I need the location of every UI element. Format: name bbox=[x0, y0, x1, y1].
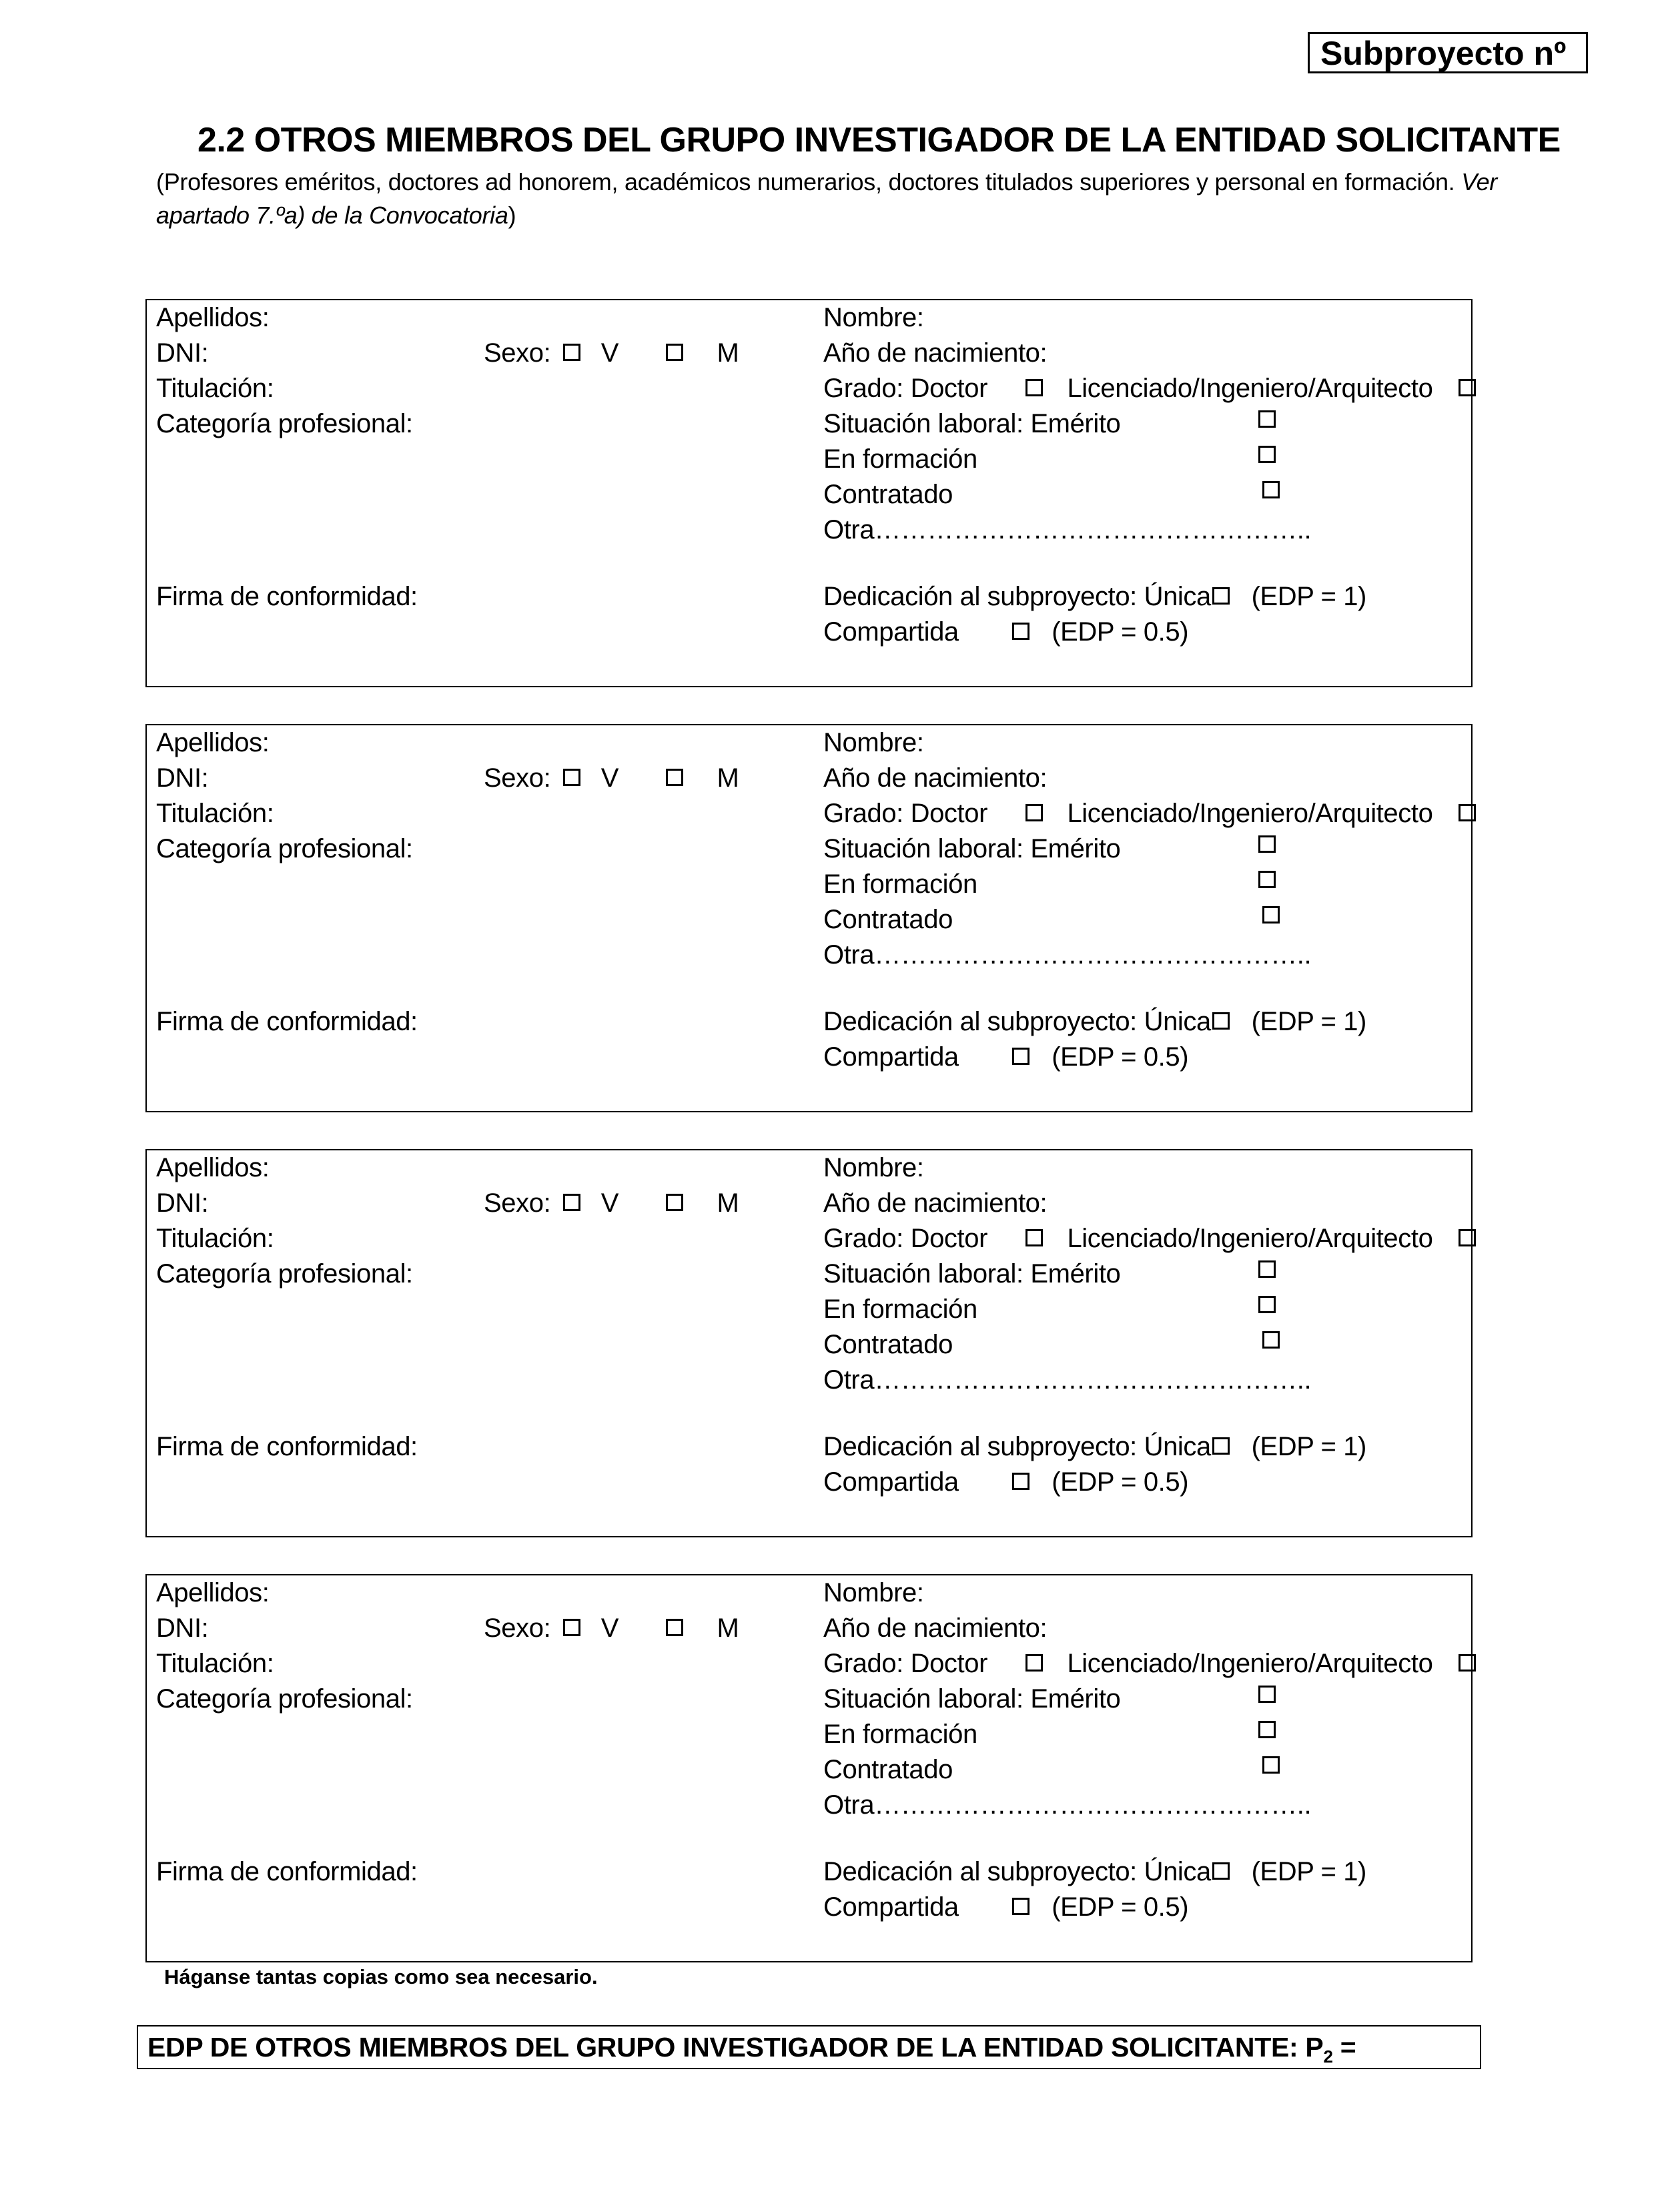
firma-label: Firma de conformidad: bbox=[156, 1432, 418, 1461]
categoria-label: Categoría profesional: bbox=[156, 1684, 413, 1714]
grado-doctor-checkbox[interactable] bbox=[1025, 804, 1043, 821]
emerito-checkbox[interactable] bbox=[1258, 410, 1276, 428]
grado-group bbox=[823, 1222, 1476, 1254]
dni-field[interactable] bbox=[156, 1187, 208, 1219]
titulacion-label: Titulación: bbox=[156, 799, 274, 828]
dedicacion-unica-label: Dedicación al subproyecto: Única bbox=[823, 1432, 1211, 1461]
sexo-v-label: V bbox=[600, 1613, 619, 1643]
otra-label: Otra………………………………………….. bbox=[823, 1790, 1312, 1820]
sexo-m-label: M bbox=[717, 1188, 739, 1218]
compartida-row bbox=[823, 1041, 1188, 1073]
grado-licenciado-label: Licenciado/Ingeniero/Arquitecto bbox=[1067, 1649, 1433, 1678]
member-form-block bbox=[145, 1574, 1473, 1962]
compartida-checkbox[interactable] bbox=[1012, 623, 1029, 640]
otra-field[interactable] bbox=[823, 1364, 1311, 1396]
member-form-block bbox=[145, 299, 1473, 687]
nombre-label: Nombre: bbox=[823, 1578, 924, 1607]
otra-label: Otra………………………………………….. bbox=[823, 940, 1312, 970]
sexo-label: Sexo: bbox=[484, 1188, 551, 1218]
member-form-block bbox=[145, 724, 1473, 1112]
grado-group bbox=[823, 1647, 1476, 1680]
categoria-field[interactable] bbox=[156, 408, 413, 440]
dni-field[interactable] bbox=[156, 337, 208, 369]
ano-nacimiento-field[interactable] bbox=[823, 1612, 1047, 1644]
edp-1-label: (EDP = 1) bbox=[1251, 582, 1366, 611]
en-formacion-label: En formación bbox=[823, 444, 977, 474]
firma-label: Firma de conformidad: bbox=[156, 582, 418, 611]
compartida-label: Compartida bbox=[823, 1042, 959, 1072]
section-intro bbox=[156, 165, 1497, 232]
categoria-field[interactable] bbox=[156, 1258, 413, 1290]
firma-field[interactable] bbox=[156, 1006, 418, 1038]
dedicacion-unica-checkbox[interactable] bbox=[1212, 1862, 1230, 1880]
grado-doctor-label: Grado: Doctor bbox=[823, 1224, 988, 1253]
en-formacion-checkbox[interactable] bbox=[1258, 1296, 1276, 1313]
grado-licenciado-checkbox[interactable] bbox=[1459, 804, 1476, 821]
dedicacion-unica-label: Dedicación al subproyecto: Única bbox=[823, 1007, 1211, 1036]
dedicacion-row bbox=[823, 1856, 1366, 1888]
compartida-label: Compartida bbox=[823, 617, 959, 647]
contratado-label: Contratado bbox=[823, 905, 953, 934]
compartida-row bbox=[823, 616, 1188, 648]
contratado-label: Contratado bbox=[823, 1755, 953, 1784]
contratado-label: Contratado bbox=[823, 480, 953, 509]
grado-licenciado-label: Licenciado/Ingeniero/Arquitecto bbox=[1067, 799, 1433, 828]
edp-05-label: (EDP = 0.5) bbox=[1052, 1892, 1189, 1922]
titulacion-field[interactable] bbox=[156, 1222, 274, 1254]
sexo-v-label: V bbox=[600, 338, 619, 368]
sexo-v-checkbox[interactable] bbox=[563, 769, 580, 786]
sexo-m-label: M bbox=[717, 1613, 739, 1643]
ano-nacimiento-label: Año de nacimiento: bbox=[823, 1613, 1048, 1643]
dedicacion-unica-checkbox[interactable] bbox=[1212, 587, 1230, 605]
sexo-group bbox=[484, 762, 739, 794]
intro-close: ) bbox=[508, 202, 516, 229]
sexo-group bbox=[484, 1612, 739, 1644]
sexo-label: Sexo: bbox=[484, 1613, 551, 1643]
apellidos-field[interactable] bbox=[156, 727, 269, 759]
nombre-label: Nombre: bbox=[823, 728, 924, 757]
en-formacion-label: En formación bbox=[823, 869, 977, 899]
otra-field[interactable] bbox=[823, 514, 1311, 546]
nombre-field[interactable] bbox=[823, 302, 924, 334]
categoria-label: Categoría profesional: bbox=[156, 834, 413, 863]
dni-label: DNI: bbox=[156, 763, 209, 793]
emerito-checkbox[interactable] bbox=[1258, 1260, 1276, 1278]
sexo-v-label: V bbox=[600, 1188, 619, 1218]
situacion-emerito-label: Situación laboral: Emérito bbox=[823, 834, 1121, 863]
situacion-emerito-label: Situación laboral: Emérito bbox=[823, 1684, 1121, 1714]
contratado-label: Contratado bbox=[823, 1330, 953, 1359]
en-formacion-row bbox=[823, 1293, 977, 1325]
dedicacion-row bbox=[823, 581, 1366, 613]
edp-1-label: (EDP = 1) bbox=[1251, 1007, 1366, 1036]
categoria-field[interactable] bbox=[156, 1683, 413, 1715]
titulacion-label: Titulación: bbox=[156, 1224, 274, 1253]
dedicacion-unica-checkbox[interactable] bbox=[1212, 1437, 1230, 1455]
categoria-label: Categoría profesional: bbox=[156, 1259, 413, 1288]
sexo-group bbox=[484, 1187, 739, 1219]
compartida-label: Compartida bbox=[823, 1892, 959, 1922]
nombre-field[interactable] bbox=[823, 1152, 924, 1184]
dni-label: DNI: bbox=[156, 1188, 209, 1218]
otra-field[interactable] bbox=[823, 1789, 1311, 1821]
emerito-checkbox[interactable] bbox=[1258, 835, 1276, 853]
ano-nacimiento-label: Año de nacimiento: bbox=[823, 763, 1048, 793]
edp-05-label: (EDP = 0.5) bbox=[1052, 1467, 1189, 1497]
apellidos-field[interactable] bbox=[156, 1577, 269, 1609]
sexo-m-label: M bbox=[717, 763, 739, 793]
subproject-label: Subproyecto nº bbox=[1320, 35, 1567, 72]
ano-nacimiento-label: Año de nacimiento: bbox=[823, 338, 1048, 368]
sexo-m-checkbox[interactable] bbox=[666, 344, 683, 361]
emerito-checkbox[interactable] bbox=[1258, 1686, 1276, 1703]
sexo-v-checkbox[interactable] bbox=[563, 1619, 580, 1636]
sexo-v-label: V bbox=[600, 763, 619, 793]
titulacion-field[interactable] bbox=[156, 797, 274, 829]
compartida-checkbox[interactable] bbox=[1012, 1898, 1029, 1915]
apellidos-label: Apellidos: bbox=[156, 728, 270, 757]
section-title: 2.2 OTROS MIEMBROS DEL GRUPO INVESTIGADOR DE LA ENTIDAD SOLICITANTE bbox=[197, 121, 1561, 159]
contratado-row bbox=[823, 1329, 953, 1361]
apellidos-field[interactable] bbox=[156, 302, 269, 334]
sexo-m-label: M bbox=[717, 338, 739, 368]
contratado-checkbox[interactable] bbox=[1262, 1756, 1280, 1774]
situacion-emerito-row bbox=[823, 1683, 1120, 1715]
otra-field[interactable] bbox=[823, 939, 1311, 971]
compartida-row bbox=[823, 1466, 1188, 1498]
nombre-field[interactable] bbox=[823, 1577, 924, 1609]
edp-total-box[interactable] bbox=[137, 2025, 1481, 2069]
nombre-label: Nombre: bbox=[823, 303, 924, 332]
grado-licenciado-checkbox[interactable] bbox=[1459, 1229, 1476, 1246]
intro-text: (Profesores eméritos, doctores ad honorem, académicos numerarios, doctores titulados superiores y personal en formación. bbox=[156, 168, 1455, 196]
firma-field[interactable] bbox=[156, 581, 418, 613]
titulacion-field[interactable] bbox=[156, 1647, 274, 1680]
firma-label: Firma de conformidad: bbox=[156, 1857, 418, 1886]
grado-licenciado-checkbox[interactable] bbox=[1459, 1654, 1476, 1672]
ano-nacimiento-field[interactable] bbox=[823, 762, 1047, 794]
situacion-emerito-row bbox=[823, 1258, 1120, 1290]
en-formacion-label: En formación bbox=[823, 1720, 977, 1749]
edp-1-label: (EDP = 1) bbox=[1251, 1857, 1366, 1886]
ano-nacimiento-label: Año de nacimiento: bbox=[823, 1188, 1048, 1218]
edp-total-equals: = bbox=[1332, 2032, 1356, 2063]
grado-licenciado-label: Licenciado/Ingeniero/Arquitecto bbox=[1067, 374, 1433, 403]
subproject-number-box[interactable] bbox=[1308, 32, 1588, 73]
firma-label: Firma de conformidad: bbox=[156, 1007, 418, 1036]
sexo-label: Sexo: bbox=[484, 338, 551, 368]
nombre-label: Nombre: bbox=[823, 1153, 924, 1182]
situacion-emerito-label: Situación laboral: Emérito bbox=[823, 1259, 1121, 1288]
compartida-checkbox[interactable] bbox=[1012, 1473, 1029, 1490]
edp-total-label: EDP DE OTROS MIEMBROS DEL GRUPO INVESTIGADOR DE LA ENTIDAD SOLICITANTE: P bbox=[147, 2032, 1324, 2063]
apellidos-label: Apellidos: bbox=[156, 1578, 270, 1607]
sexo-m-checkbox[interactable] bbox=[666, 769, 683, 786]
titulacion-label: Titulación: bbox=[156, 374, 274, 403]
en-formacion-label: En formación bbox=[823, 1295, 977, 1324]
categoria-label: Categoría profesional: bbox=[156, 409, 413, 438]
edp-total-subscript: 2 bbox=[1323, 2047, 1333, 2067]
en-formacion-checkbox[interactable] bbox=[1258, 871, 1276, 888]
dedicacion-row bbox=[823, 1006, 1366, 1038]
sexo-group bbox=[484, 337, 739, 369]
edp-05-label: (EDP = 0.5) bbox=[1052, 1042, 1189, 1072]
compartida-row bbox=[823, 1891, 1188, 1923]
grado-doctor-checkbox[interactable] bbox=[1025, 1654, 1043, 1672]
dni-field[interactable] bbox=[156, 762, 208, 794]
apellidos-field[interactable] bbox=[156, 1152, 269, 1184]
copies-note: Háganse tantas copias como sea necesario. bbox=[164, 1965, 598, 1988]
situacion-emerito-row bbox=[823, 833, 1120, 865]
dedicacion-row bbox=[823, 1431, 1366, 1463]
edp-05-label: (EDP = 0.5) bbox=[1052, 617, 1189, 647]
dedicacion-unica-label: Dedicación al subproyecto: Única bbox=[823, 1857, 1211, 1886]
grado-doctor-label: Grado: Doctor bbox=[823, 799, 988, 828]
otra-label: Otra………………………………………….. bbox=[823, 515, 1312, 544]
intro-italic: Ver apartado 7.ºa) de la Convocatoria bbox=[156, 168, 1497, 229]
dni-label: DNI: bbox=[156, 338, 209, 368]
en-formacion-checkbox[interactable] bbox=[1258, 446, 1276, 463]
sexo-m-checkbox[interactable] bbox=[666, 1194, 683, 1211]
sexo-label: Sexo: bbox=[484, 763, 551, 793]
firma-field[interactable] bbox=[156, 1856, 418, 1888]
contratado-row bbox=[823, 478, 953, 510]
grado-doctor-checkbox[interactable] bbox=[1025, 1229, 1043, 1246]
titulacion-label: Titulación: bbox=[156, 1649, 274, 1678]
grado-group bbox=[823, 797, 1476, 829]
dedicacion-unica-checkbox[interactable] bbox=[1212, 1012, 1230, 1030]
ano-nacimiento-field[interactable] bbox=[823, 1187, 1047, 1219]
compartida-label: Compartida bbox=[823, 1467, 959, 1497]
sexo-m-checkbox[interactable] bbox=[666, 1619, 683, 1636]
grado-doctor-checkbox[interactable] bbox=[1025, 379, 1043, 396]
compartida-checkbox[interactable] bbox=[1012, 1048, 1029, 1065]
en-formacion-checkbox[interactable] bbox=[1258, 1721, 1276, 1738]
grado-licenciado-checkbox[interactable] bbox=[1459, 379, 1476, 396]
en-formacion-row bbox=[823, 868, 977, 900]
categoria-field[interactable] bbox=[156, 833, 413, 865]
ano-nacimiento-field[interactable] bbox=[823, 337, 1047, 369]
dni-field[interactable] bbox=[156, 1612, 208, 1644]
titulacion-field[interactable] bbox=[156, 372, 274, 404]
en-formacion-row bbox=[823, 443, 977, 475]
edp-1-label: (EDP = 1) bbox=[1251, 1432, 1366, 1461]
nombre-field[interactable] bbox=[823, 727, 924, 759]
contratado-row bbox=[823, 1754, 953, 1786]
grado-doctor-label: Grado: Doctor bbox=[823, 374, 988, 403]
grado-group bbox=[823, 372, 1476, 404]
contratado-checkbox[interactable] bbox=[1262, 906, 1280, 924]
grado-licenciado-label: Licenciado/Ingeniero/Arquitecto bbox=[1067, 1224, 1433, 1253]
grado-doctor-label: Grado: Doctor bbox=[823, 1649, 988, 1678]
en-formacion-row bbox=[823, 1718, 977, 1750]
apellidos-label: Apellidos: bbox=[156, 1153, 270, 1182]
apellidos-label: Apellidos: bbox=[156, 303, 270, 332]
dedicacion-unica-label: Dedicación al subproyecto: Única bbox=[823, 582, 1211, 611]
contratado-checkbox[interactable] bbox=[1262, 481, 1280, 498]
dni-label: DNI: bbox=[156, 1613, 209, 1643]
contratado-checkbox[interactable] bbox=[1262, 1331, 1280, 1349]
member-form-block bbox=[145, 1149, 1473, 1537]
firma-field[interactable] bbox=[156, 1431, 418, 1463]
sexo-v-checkbox[interactable] bbox=[563, 344, 580, 361]
otra-label: Otra………………………………………….. bbox=[823, 1365, 1312, 1395]
sexo-v-checkbox[interactable] bbox=[563, 1194, 580, 1211]
situacion-emerito-label: Situación laboral: Emérito bbox=[823, 409, 1121, 438]
contratado-row bbox=[823, 903, 953, 936]
situacion-emerito-row bbox=[823, 408, 1120, 440]
